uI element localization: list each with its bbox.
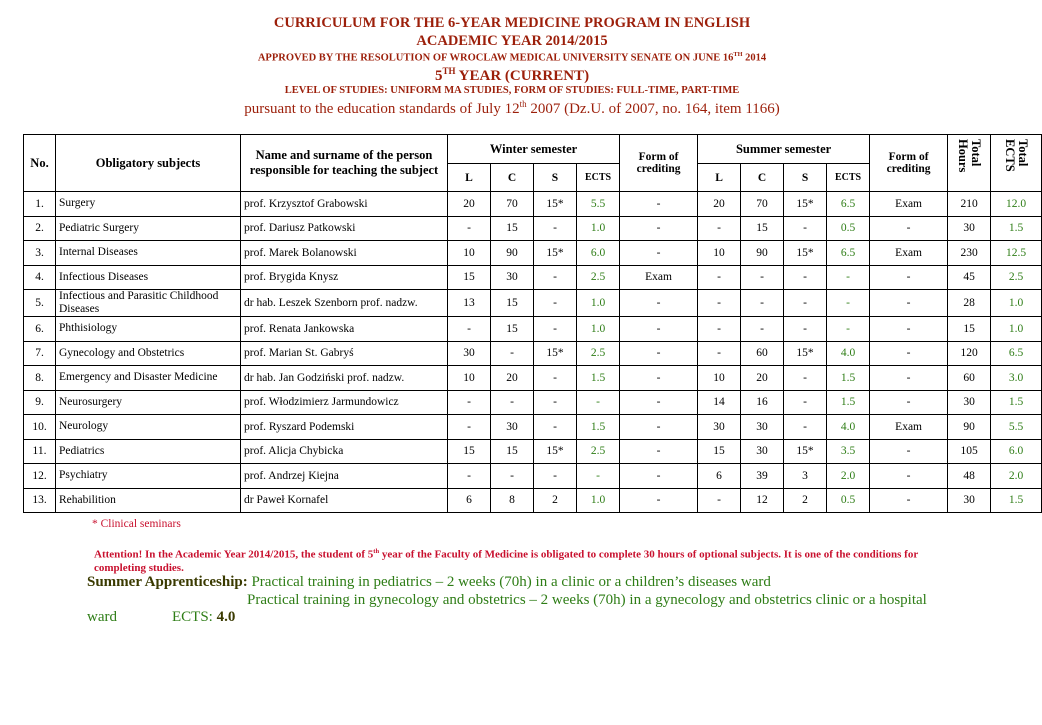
cell-total-hours: 230 [948,241,991,266]
cell-summer-ects: 1.5 [827,390,870,415]
cell-winter-s: 15* [534,192,577,217]
table-row [24,464,1042,489]
col-winter: Winter semester [448,135,620,164]
cell-winter-form: - [620,241,698,266]
cell-no: 9. [24,390,56,415]
col-summer-c: C [741,164,784,192]
cell-total-hours: 48 [948,464,991,489]
cell-subject: Surgery [56,192,241,217]
cell-winter-l: - [448,216,491,241]
apprenticeship-line2: Practical training in gynecology and obstetrics – 2 weeks (70h) in a gynecology and obstetrics clinic or a hospital [247,592,927,608]
cell-summer-s: - [784,265,827,290]
cell-winter-l: - [448,390,491,415]
cell-person: prof. Krzysztof Grabowski [241,192,448,217]
cell-summer-form: - [870,390,948,415]
cell-winter-c: 30 [491,265,534,290]
cell-person: prof. Marek Bolanowski [241,241,448,266]
cell-winter-s: 15* [534,241,577,266]
cell-summer-form: - [870,488,948,513]
cell-total-ects: 1.5 [991,488,1042,513]
cell-person: dr hab. Leszek Szenborn prof. nadzw. [241,290,448,317]
cell-winter-ects: - [577,464,620,489]
cell-summer-form: - [870,290,948,317]
cell-total-ects: 2.5 [991,265,1042,290]
cell-summer-l: 10 [698,366,741,391]
cell-person: dr hab. Jan Godziński prof. nadzw. [241,366,448,391]
cell-total-hours: 60 [948,366,991,391]
cell-summer-l: 14 [698,390,741,415]
col-total-hours: Total Hours [948,135,991,192]
cell-summer-s: - [784,415,827,440]
cell-winter-ects: 5.5 [577,192,620,217]
cell-summer-form: - [870,265,948,290]
cell-no: 6. [24,317,56,342]
cell-winter-form: - [620,390,698,415]
cell-winter-ects: 1.0 [577,488,620,513]
cell-winter-ects: 6.0 [577,241,620,266]
cell-total-ects: 12.5 [991,241,1042,266]
cell-summer-c: 39 [741,464,784,489]
cell-subject: Infectious and Parasitic Childhood Diseases [56,290,241,317]
col-summer-form: Form of crediting [870,135,948,192]
cell-summer-s: - [784,290,827,317]
cell-summer-c: 60 [741,341,784,366]
cell-summer-c: 15 [741,216,784,241]
cell-winter-form: - [620,290,698,317]
cell-winter-s: 15* [534,341,577,366]
cell-person: prof. Alicja Chybicka [241,439,448,464]
table-row [24,241,1042,266]
curriculum-table [23,134,1042,513]
cell-winter-form: - [620,192,698,217]
cell-summer-c: 30 [741,415,784,440]
cell-summer-c: - [741,290,784,317]
cell-summer-l: - [698,290,741,317]
cell-no: 8. [24,366,56,391]
cell-no: 12. [24,464,56,489]
cell-summer-form: - [870,341,948,366]
cell-winter-ects: - [577,390,620,415]
cell-subject: Infectious Diseases [56,265,241,290]
cell-summer-ects: 6.5 [827,192,870,217]
cell-total-hours: 15 [948,317,991,342]
cell-winter-ects: 1.0 [577,290,620,317]
cell-summer-s: 15* [784,341,827,366]
table-row [24,488,1042,513]
cell-total-hours: 45 [948,265,991,290]
cell-subject: Neurosurgery [56,390,241,415]
year-title: 5TH YEAR (CURRENT) [434,66,590,84]
cell-total-ects: 1.5 [991,216,1042,241]
cell-subject: Gynecology and Obstetrics [56,341,241,366]
table-row [24,216,1042,241]
cell-winter-c: 15 [491,290,534,317]
cell-summer-form: Exam [870,415,948,440]
cell-winter-l: 10 [448,241,491,266]
cell-no: 7. [24,341,56,366]
cell-no: 2. [24,216,56,241]
cell-summer-l: 6 [698,464,741,489]
cell-total-ects: 2.0 [991,464,1042,489]
col-winter-ects: ECTS [577,164,620,192]
col-winter-s: S [534,164,577,192]
cell-total-ects: 6.5 [991,341,1042,366]
cell-summer-form: Exam [870,241,948,266]
col-summer-s: S [784,164,827,192]
col-person: Name and surname of the person responsible for teaching the subject [241,135,448,192]
academic-year: ACADEMIC YEAR 2014/2015 [416,33,608,49]
cell-winter-l: 20 [448,192,491,217]
cell-winter-s: - [534,415,577,440]
cell-summer-l: - [698,341,741,366]
cell-summer-ects: 4.0 [827,415,870,440]
cell-total-hours: 105 [948,439,991,464]
cell-winter-ects: 1.5 [577,415,620,440]
cell-winter-c: - [491,341,534,366]
cell-no: 11. [24,439,56,464]
cell-summer-ects: - [827,317,870,342]
cell-summer-form: Exam [870,192,948,217]
cell-winter-c: 15 [491,317,534,342]
cell-winter-s: - [534,216,577,241]
cell-summer-s: 3 [784,464,827,489]
cell-total-ects: 6.0 [991,439,1042,464]
pursuant-line: pursuant to the education standards of July 12th 2007 (Dz.U. of 2007, no. 164, item 1166) [244,99,780,117]
cell-summer-c: 30 [741,439,784,464]
cell-winter-l: 10 [448,366,491,391]
level-of-studies: LEVEL OF STUDIES: UNIFORM MA STUDIES, FORM OF STUDIES: FULL-TIME, PART-TIME [284,85,740,96]
table-row [24,290,1042,317]
cell-subject: Phthisiology [56,317,241,342]
cell-summer-s: 15* [784,439,827,464]
cell-summer-s: 2 [784,488,827,513]
cell-winter-c: 15 [491,439,534,464]
cell-total-hours: 30 [948,216,991,241]
cell-summer-ects: 6.5 [827,241,870,266]
cell-winter-ects: 2.5 [577,439,620,464]
page-title: CURRICULUM FOR THE 6-YEAR MEDICINE PROGRAM IN ENGLISH [273,15,751,31]
cell-winter-ects: 2.5 [577,265,620,290]
cell-summer-l: - [698,265,741,290]
cell-person: prof. Dariusz Patkowski [241,216,448,241]
cell-summer-ects: - [827,290,870,317]
cell-summer-ects: 3.5 [827,439,870,464]
col-winter-c: C [491,164,534,192]
table-row [24,366,1042,391]
cell-winter-l: - [448,317,491,342]
cell-summer-l: 15 [698,439,741,464]
cell-total-hours: 120 [948,341,991,366]
cell-no: 3. [24,241,56,266]
cell-summer-s: - [784,317,827,342]
cell-total-ects: 1.5 [991,390,1042,415]
cell-person: prof. Andrzej Kiejna [241,464,448,489]
cell-winter-s: - [534,366,577,391]
cell-subject: Emergency and Disaster Medicine [56,366,241,391]
cell-winter-c: 70 [491,192,534,217]
cell-winter-form: Exam [620,265,698,290]
cell-winter-s: - [534,265,577,290]
cell-subject: Rehabilition [56,488,241,513]
cell-subject: Pediatrics [56,439,241,464]
cell-person: prof. Renata Jankowska [241,317,448,342]
cell-summer-l: 30 [698,415,741,440]
cell-summer-form: - [870,366,948,391]
col-no: No. [24,135,56,192]
cell-winter-l: - [448,464,491,489]
cell-winter-c: - [491,390,534,415]
cell-summer-form: - [870,439,948,464]
cell-winter-s: - [534,464,577,489]
table-row [24,390,1042,415]
cell-winter-form: - [620,317,698,342]
cell-total-hours: 30 [948,390,991,415]
cell-summer-ects: 1.5 [827,366,870,391]
cell-summer-c: - [741,265,784,290]
cell-winter-l: 6 [448,488,491,513]
cell-winter-s: - [534,390,577,415]
cell-winter-s: 15* [534,439,577,464]
cell-summer-s: - [784,216,827,241]
col-summer-ects: ECTS [827,164,870,192]
footnote: * Clinical seminars [92,518,181,530]
cell-no: 10. [24,415,56,440]
cell-total-ects: 1.0 [991,317,1042,342]
cell-summer-ects: 0.5 [827,488,870,513]
cell-winter-ects: 2.5 [577,341,620,366]
cell-winter-s: 2 [534,488,577,513]
cell-subject: Psychiatry [56,464,241,489]
cell-winter-form: - [620,341,698,366]
col-total-ects: Total ECTS [991,135,1042,192]
table-row [24,341,1042,366]
cell-winter-c: 20 [491,366,534,391]
col-subjects: Obligatory subjects [56,135,241,192]
cell-summer-l: 10 [698,241,741,266]
cell-winter-ects: 1.0 [577,216,620,241]
cell-summer-form: - [870,216,948,241]
cell-summer-l: - [698,216,741,241]
apprenticeship-line3: ward ECTS: 4.0 [87,609,236,625]
cell-summer-l: - [698,317,741,342]
cell-summer-s: - [784,366,827,391]
table-row [24,192,1042,217]
cell-winter-c: 90 [491,241,534,266]
cell-person: prof. Ryszard Podemski [241,415,448,440]
cell-winter-c: - [491,464,534,489]
col-summer-l: L [698,164,741,192]
cell-total-hours: 90 [948,415,991,440]
cell-winter-l: 15 [448,265,491,290]
approval-line: APPROVED BY THE RESOLUTION OF WROCLAW MEDICAL UNIVERSITY SENATE ON JUNE 16TH 2014 [257,51,767,64]
cell-subject: Pediatric Surgery [56,216,241,241]
cell-total-hours: 28 [948,290,991,317]
col-summer: Summer semester [698,135,870,164]
cell-winter-l: - [448,415,491,440]
table-row [24,415,1042,440]
cell-summer-ects: 2.0 [827,464,870,489]
cell-summer-form: - [870,317,948,342]
cell-summer-s: - [784,390,827,415]
cell-person: prof. Marian St. Gabryś [241,341,448,366]
cell-summer-c: 12 [741,488,784,513]
cell-summer-c: 16 [741,390,784,415]
cell-total-ects: 1.0 [991,290,1042,317]
cell-winter-c: 30 [491,415,534,440]
cell-subject: Neurology [56,415,241,440]
cell-summer-ects: 4.0 [827,341,870,366]
cell-winter-l: 30 [448,341,491,366]
cell-winter-form: - [620,464,698,489]
cell-winter-c: 15 [491,216,534,241]
cell-winter-form: - [620,439,698,464]
cell-winter-ects: 1.0 [577,317,620,342]
cell-summer-c: - [741,317,784,342]
cell-winter-l: 15 [448,439,491,464]
cell-winter-s: - [534,290,577,317]
cell-summer-form: - [870,464,948,489]
cell-no: 1. [24,192,56,217]
cell-summer-ects: 0.5 [827,216,870,241]
attention-note: Attention! In the Academic Year 2014/2015, the student of 5th year of the Faculty of Medicine is obligated to complete 30 hours of optional subjects. It is one of the conditions for completing studies. [94,548,919,574]
cell-winter-ects: 1.5 [577,366,620,391]
cell-winter-form: - [620,488,698,513]
cell-total-hours: 30 [948,488,991,513]
cell-winter-c: 8 [491,488,534,513]
cell-summer-l: 20 [698,192,741,217]
cell-winter-form: - [620,366,698,391]
table-row [24,265,1042,290]
col-winter-form: Form of crediting [620,135,698,192]
cell-summer-s: 15* [784,192,827,217]
col-winter-l: L [448,164,491,192]
cell-winter-s: - [534,317,577,342]
cell-no: 4. [24,265,56,290]
cell-person: prof. Włodzimierz Jarmundowicz [241,390,448,415]
cell-total-ects: 12.0 [991,192,1042,217]
cell-total-hours: 210 [948,192,991,217]
cell-summer-ects: - [827,265,870,290]
summer-apprenticeship: Summer Apprenticeship: Practical training in pediatrics – 2 weeks (70h) in a clinic or a children’s diseases ward [87,574,771,590]
cell-person: dr Paweł Kornafel [241,488,448,513]
cell-winter-form: - [620,216,698,241]
cell-total-ects: 5.5 [991,415,1042,440]
cell-no: 13. [24,488,56,513]
cell-summer-c: 20 [741,366,784,391]
table-row [24,439,1042,464]
cell-summer-c: 90 [741,241,784,266]
table-row [24,317,1042,342]
cell-winter-l: 13 [448,290,491,317]
cell-person: prof. Brygida Knysz [241,265,448,290]
cell-total-ects: 3.0 [991,366,1042,391]
cell-summer-l: - [698,488,741,513]
cell-summer-s: 15* [784,241,827,266]
cell-no: 5. [24,290,56,317]
cell-winter-form: - [620,415,698,440]
cell-summer-c: 70 [741,192,784,217]
cell-subject: Internal Diseases [56,241,241,266]
